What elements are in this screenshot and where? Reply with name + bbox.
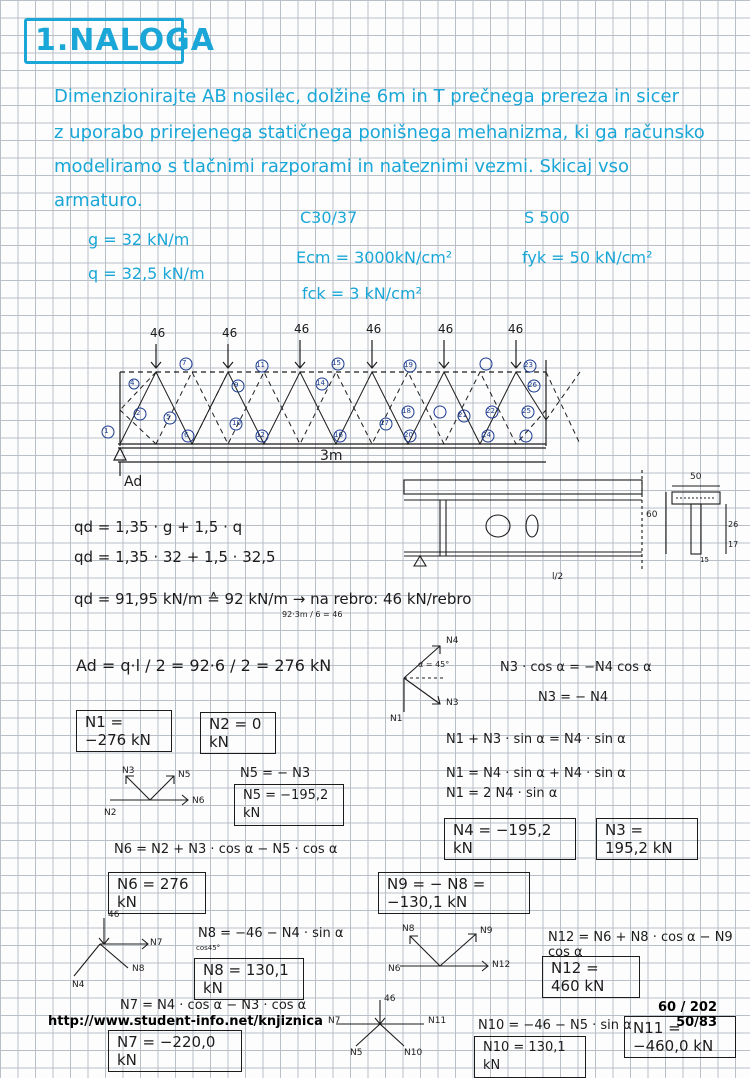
member-circles [102, 358, 540, 442]
intro-line-4: armaturo. [54, 190, 143, 211]
section-dim: 15 [700, 556, 709, 564]
result-n8: N8 = 130,1 kN [194, 958, 304, 1000]
fbd-b-n6: N6 [192, 796, 205, 806]
fbd-a-n4: N4 [446, 636, 459, 646]
fbd-c-46: 46 [108, 910, 120, 920]
n7-equation: N7 = N4 · cos α − N3 · cos α [120, 998, 307, 1013]
qd-result: qd = 91,95 kN/m ≙ 92 kN/m → na rebro: 46 kN/rebro [74, 590, 472, 608]
intro-line-3: modeliramo s tlačnimi razporami in nateznimi vezmi. Skicaj vso [54, 156, 630, 177]
qd-note: 92·3m / 6 = 46 [282, 610, 343, 619]
result-n7: N7 = −220,0 kN [108, 1030, 242, 1072]
member-label: 19 [404, 361, 413, 369]
node1-eq4: N1 = N4 · sin α + N4 · sin α [446, 766, 626, 781]
member-label: 23 [524, 361, 533, 369]
concrete-ecm: Ecm = 3000kN/cm² [296, 248, 453, 267]
n12-equation: N12 = N6 + N8 · cos α − N9 cos α [548, 930, 733, 960]
page-title: 1.NALOGA [24, 18, 184, 64]
fbd-d-n8: N8 [402, 924, 415, 934]
section-dim: 17 [728, 540, 739, 549]
fbd-e-n5: N5 [350, 1048, 363, 1058]
intro-line-2: z uporabo prirejenega statičnega ponišnega mehanizma, ki ga računsko [54, 122, 705, 143]
result-n6: N6 = 276 kN [108, 872, 206, 914]
concrete-class: C30/37 [300, 208, 358, 227]
node1-eq5: N1 = 2 N4 · sin α [446, 786, 558, 801]
support-label: Ad [124, 474, 143, 490]
member-label: 22 [486, 407, 495, 415]
fbd-c-n4: N4 [72, 980, 85, 990]
member-label: 16 [334, 431, 343, 439]
result-n5: N5 = −195,2 kN [234, 784, 344, 826]
result-n9: N9 = − N8 = −130,1 kN [378, 872, 530, 914]
fbd-e-46: 46 [384, 994, 396, 1004]
fbd-b-n2: N2 [104, 808, 117, 818]
result-n3: N3 = 195,2 kN [596, 818, 698, 860]
concrete-fck: fck = 3 kN/cm² [302, 284, 422, 303]
member-label: 25 [522, 407, 531, 415]
fbd-e-n11: N11 [428, 1016, 447, 1026]
truss-diagram [114, 360, 580, 476]
fbd-d-n12: N12 [492, 960, 511, 970]
fbd-c-n8: N8 [132, 964, 145, 974]
member-label: 10 [232, 419, 241, 427]
span-label: 3m [320, 448, 343, 464]
node1-eq3: N1 + N3 · sin α = N4 · sin α [446, 732, 626, 747]
t-section [666, 486, 726, 554]
member-label: 20 [404, 431, 413, 439]
member-label: 4 [130, 379, 135, 387]
source-url[interactable]: http://www.student-info.net/knjiznica [48, 1014, 323, 1029]
n8-equation: N8 = −46 − N4 · sin α [198, 926, 344, 941]
member-label: 11 [256, 361, 265, 369]
load-label-5: 46 [438, 322, 454, 336]
steel-class: S 500 [524, 208, 570, 227]
load-label-3: 46 [294, 322, 310, 336]
qd-formula: qd = 1,35 · g + 1,5 · q [74, 518, 243, 536]
fbd-e-n7: N7 [328, 1016, 341, 1026]
member-label: 14 [316, 379, 325, 387]
section-dim: 26 [728, 520, 739, 529]
qd-substitution: qd = 1,35 · 32 + 1,5 · 32,5 [74, 548, 276, 566]
fbd-b-n5: N5 [178, 770, 191, 780]
beam-elevation [404, 470, 642, 570]
angle-note: α = 45° [418, 660, 450, 669]
n8-subnote: cos45° [196, 944, 221, 952]
member-label: 5 [166, 413, 171, 421]
member-label: 18 [402, 407, 411, 415]
result-n1: N1 = −276 kN [76, 710, 172, 752]
subpage-number: 50/83 [676, 1015, 718, 1030]
ad-reaction: Ad = q·l / 2 = 92·6 / 2 = 276 kN [76, 656, 332, 675]
member-label: 12 [256, 431, 265, 439]
member-label: 24 [482, 431, 491, 439]
member-label: 6 [184, 431, 189, 439]
result-n10: N10 = 130,1 kN [474, 1036, 586, 1078]
node1-eq1: N3 · cos α = −N4 cos α [500, 660, 652, 675]
load-q: q = 32,5 kN/m [88, 264, 205, 283]
member-label: 9 [234, 381, 239, 389]
fbd-e-n10: N10 [404, 1048, 423, 1058]
fbd-a-n1: N1 [390, 714, 403, 724]
load-g: g = 32 kN/m [88, 230, 190, 249]
fbd-b-n3: N3 [122, 766, 135, 776]
n6-equation: N6 = N2 + N3 · cos α − N5 · cos α [114, 842, 338, 857]
section-width: 50 [690, 472, 702, 482]
half-span-label: l/2 [552, 572, 564, 582]
member-label: 26 [528, 381, 537, 389]
member-label: 7 [182, 359, 187, 367]
load-label-1: 46 [150, 326, 166, 340]
result-n4: N4 = −195,2 kN [444, 818, 576, 860]
member-label: 2 [136, 409, 141, 417]
fbd-d-n9: N9 [480, 926, 493, 936]
section-height: 60 [646, 510, 658, 520]
result-n11: N11 = −460,0 kN [624, 1016, 736, 1058]
fbd-c-n7: N7 [150, 938, 163, 948]
member-label: 15 [332, 359, 341, 367]
n5-equation: N5 = − N3 [240, 766, 311, 781]
load-label-6: 46 [508, 322, 524, 336]
load-label-2: 46 [222, 326, 238, 340]
result-n12: N12 = 460 kN [542, 956, 640, 998]
intro-line-1: Dimenzionirajte AB nosilec, dolžine 6m in T prečnega prereza in sicer [54, 86, 680, 107]
page-number: 60 / 202 [658, 1000, 718, 1015]
page-info [658, 1000, 717, 1030]
steel-fyk: fyk = 50 kN/cm² [522, 248, 653, 267]
member-label: 17 [380, 419, 389, 427]
member-label: 1 [104, 427, 109, 435]
n10-equation: N10 = −46 − N5 · sin α [478, 1018, 632, 1033]
result-n2: N2 = 0 kN [200, 712, 276, 754]
fbd-d-n6: N6 [388, 964, 401, 974]
member-label: 21 [458, 411, 467, 419]
fbd-a-n3: N3 [446, 698, 459, 708]
load-label-4: 46 [366, 322, 382, 336]
node1-eq2: N3 = − N4 [538, 690, 609, 705]
